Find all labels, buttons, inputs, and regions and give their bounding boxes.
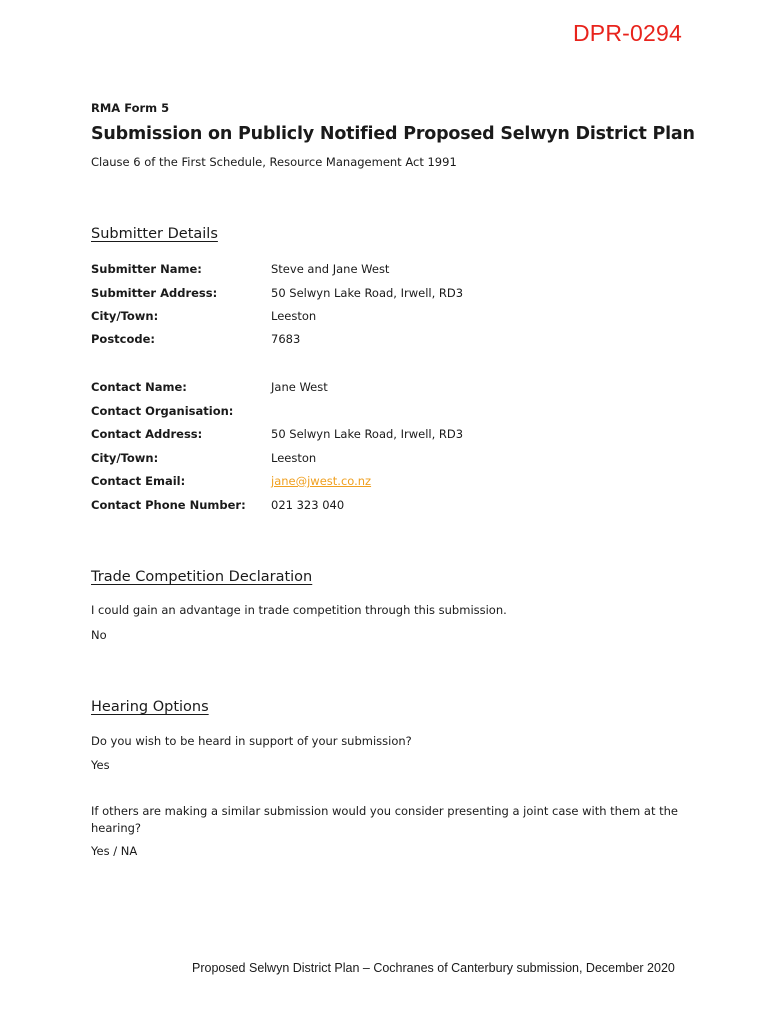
contact-phone-value: 021 323 040 [271,498,345,512]
hearing-question-joint-case: If others are making a similar submission would you consider presenting a joint case with them at the hearing? [91,804,678,835]
submitter-address-label: Submitter Address: [91,286,218,300]
hearing-options-heading: Hearing Options [91,699,209,715]
submitter-details-heading: Submitter Details [91,226,218,242]
trade-competition-heading: Trade Competition Declaration [91,569,313,585]
submitter-name-label: Submitter Name: [91,262,202,276]
hearing-question-heard: Do you wish to be heard in support of your submission? [91,734,412,748]
submitter-city-label: City/Town: [91,309,159,323]
submitter-address-value: 50 Selwyn Lake Road, Irwell, RD3 [271,286,464,300]
trade-competition-question: I could gain an advantage in trade competition through this submission. [91,603,507,617]
document-reference-stamp: DPR-0294 [573,20,682,46]
contact-email-label: Contact Email: [91,474,186,488]
postcode-value: 7683 [271,332,301,346]
page-footer: Proposed Selwyn District Plan – Cochranes of Canterbury submission, December 2020 [192,961,675,975]
submitter-city-value: Leeston [271,309,317,323]
contact-name-label: Contact Name: [91,380,187,394]
page-title: Submission on Publicly Notified Proposed Selwyn District Plan [91,124,695,144]
postcode-label: Postcode: [91,332,156,346]
contact-address-value: 50 Selwyn Lake Road, Irwell, RD3 [271,427,464,441]
hearing-answer-joint-case: Yes / NA [91,844,138,858]
trade-competition-answer: No [91,628,107,642]
contact-name-value: Jane West [271,380,328,394]
contact-city-label: City/Town: [91,451,159,465]
hearing-answer-heard: Yes [91,758,110,772]
contact-address-label: Contact Address: [91,427,203,441]
form-number: RMA Form 5 [91,101,170,115]
contact-organisation-label: Contact Organisation: [91,404,234,418]
contact-email-link[interactable]: jane@jwest.co.nz [271,474,372,488]
contact-phone-label: Contact Phone Number: [91,498,246,512]
submitter-name-value: Steve and Jane West [271,262,390,276]
clause-subtitle: Clause 6 of the First Schedule, Resource Management Act 1991 [91,155,457,169]
contact-city-value: Leeston [271,451,317,465]
